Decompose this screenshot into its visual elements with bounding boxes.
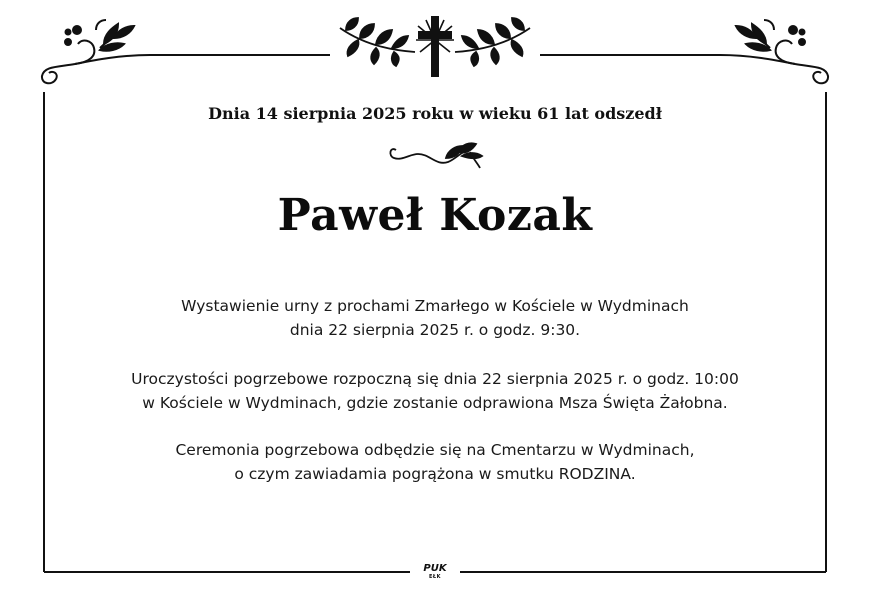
cross-icon xyxy=(416,16,454,77)
logo-text: PUK xyxy=(423,563,447,574)
paragraph-line: Uroczystości pogrzebowe rozpoczną się dnia 22 sierpnia 2025 r. o godz. 10:00 xyxy=(131,370,739,388)
footer-logo xyxy=(416,563,454,585)
paragraph-line: dnia 22 sierpnia 2025 r. o godz. 9:30. xyxy=(289,321,581,339)
deceased-name: Paweł Kozak xyxy=(277,190,593,241)
paragraph-line: o czym zawiadamia pogrążona w smutku RODZINA. xyxy=(234,465,636,483)
corner-flourish-icon xyxy=(720,20,828,83)
divider-sprig-icon xyxy=(390,143,482,168)
paragraph-line: Wystawienie urny z prochami Zmarłego w Kościele w Wydminach xyxy=(181,297,689,315)
funeral-mass-paragraph xyxy=(44,367,826,415)
intro-text: Dnia 14 sierpnia 2025 roku w wieku 61 lat odszedł xyxy=(208,104,662,123)
laurel-branch-icon xyxy=(455,18,530,66)
paragraph-line: Ceremonia pogrzebowa odbędzie się na Cmentarzu w Wydminach, xyxy=(175,441,695,459)
paragraph-line: w Kościele w Wydminach, gdzie zostanie odprawiona Msza Święta Żałobna. xyxy=(142,394,728,412)
corner-flourish-icon xyxy=(42,20,150,83)
logo-subtext: EŁK xyxy=(428,574,441,580)
laurel-branch-icon xyxy=(340,18,415,66)
urn-viewing-paragraph xyxy=(44,294,826,342)
burial-paragraph xyxy=(44,438,826,486)
